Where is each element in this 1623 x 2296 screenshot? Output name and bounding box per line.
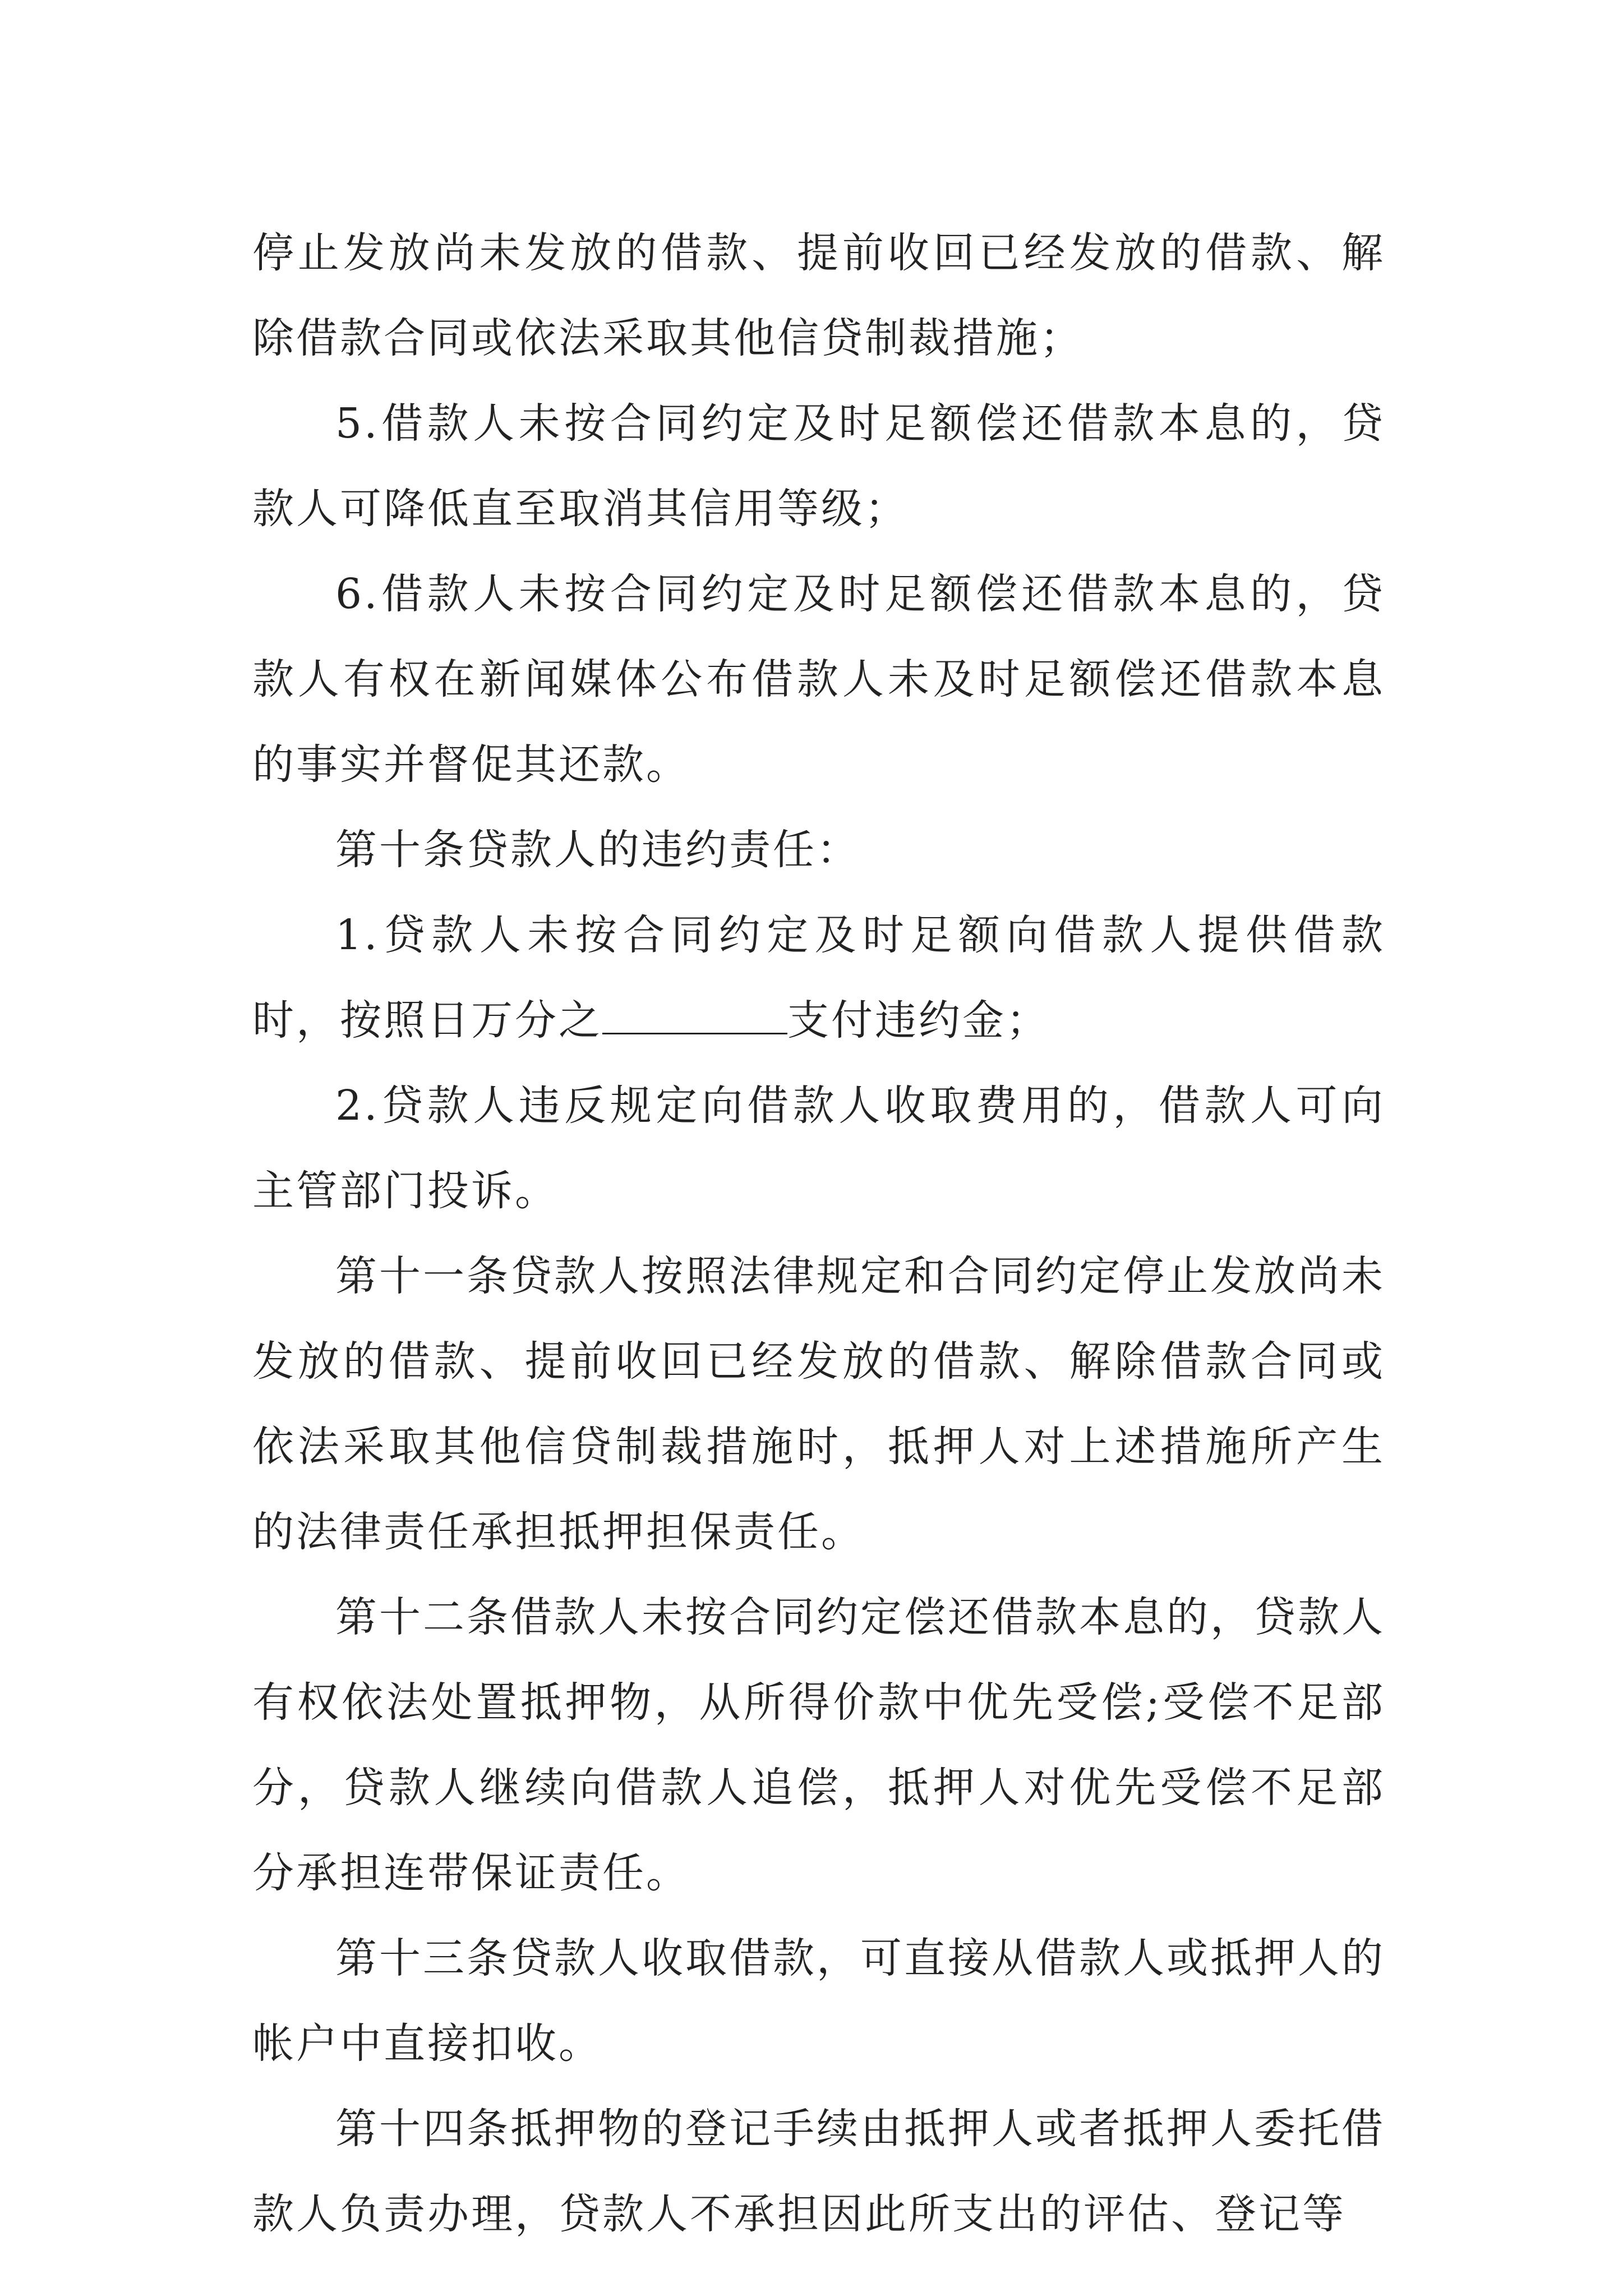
paragraph-item-6: 6.借款人未按合同约定及时足额偿还借款本息的，贷款人有权在新闻媒体公布借款人未及时足额偿还借款本息的事实并督促其还款。 [252, 570, 1385, 789]
fill-in-blank [602, 999, 787, 1034]
article-13: 第十三条贷款人收取借款，可直接从借款人或抵押人的帐户中直接扣收。 [252, 1934, 1385, 2068]
article-10-heading: 第十条贷款人的违约责任： [335, 826, 860, 874]
paragraph-article-10-item-1 [252, 892, 1385, 1063]
paragraph-item-5: 5.借款人未按合同约定及时足额偿还借款本息的，贷款人可降低直至取消其信用等级； [252, 399, 1385, 533]
paragraph-continuation: 停止发放尚未发放的借款、提前收回已经发放的借款、解除借款合同或依法采取其他信贷制裁措施； [252, 229, 1385, 362]
item-1-text-before-blank: 1.贷款人未按合同约定及时足额向借款人提供借款时，按照日万分之 [252, 911, 1385, 1045]
paragraph-article-10-item-2: 2.贷款人违反规定向借款人收取费用的，借款人可向主管部门投诉。 [252, 1082, 1385, 1215]
article-11: 第十一条贷款人按照法律规定和合同约定停止发放尚未发放的借款、提前收回已经发放的借款、解除借款合同或依法采取其他信贷制裁措施时，抵押人对上述措施所产生的法律责任承担抵押担保责任。 [252, 1252, 1385, 1556]
article-14: 第十四条抵押物的登记手续由抵押人或者抵押人委托借款人负责办理，贷款人不承担因此所支出的评估、登记等 [252, 2105, 1385, 2238]
item-1-text-after-blank: 支付违约金； [787, 996, 1050, 1045]
article-12: 第十二条借款人未按合同约定偿还借款本息的，贷款人有权依法处置抵押物，从所得价款中优先受偿;受偿不足部分，贷款人继续向借款人追偿，抵押人对优先受偿不足部分承担连带保证责任。 [252, 1593, 1385, 1897]
document-body [252, 210, 1385, 2257]
